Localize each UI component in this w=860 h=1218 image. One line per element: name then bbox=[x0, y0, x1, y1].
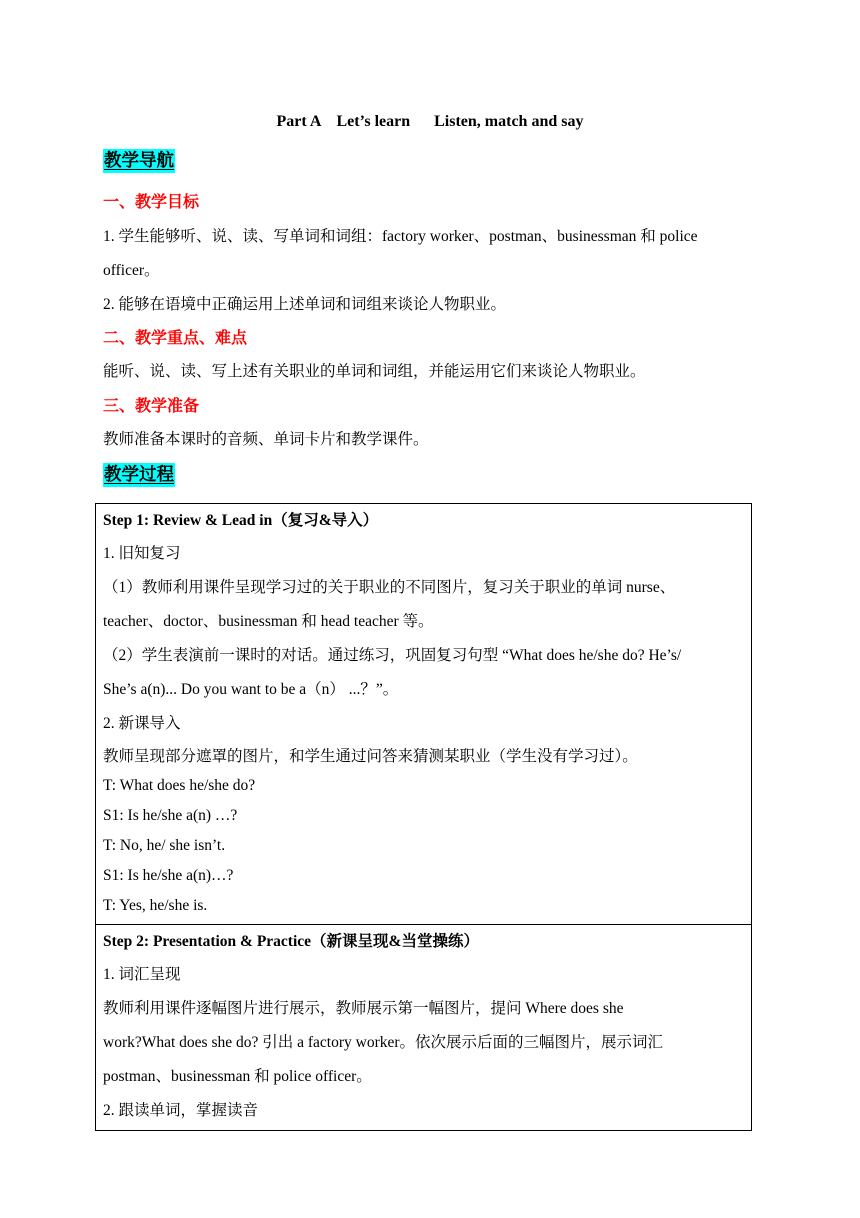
step1-line: T: No, he/ she isn’t. bbox=[103, 837, 226, 854]
step1-table-cell bbox=[95, 503, 752, 925]
step1-line: 2. 新课导入 bbox=[103, 715, 181, 732]
step2-line: postman、businessman 和 police officer。 bbox=[103, 1068, 372, 1085]
page-title: Part A Let’s learn Listen, match and say bbox=[276, 113, 584, 130]
key-points-text: 能听、说、读、写上述有关职业的单词和词组，并能运用它们来谈论人物职业。 bbox=[103, 363, 646, 380]
objective-1-line-b: officer。 bbox=[103, 262, 160, 279]
step2-table-cell bbox=[95, 924, 752, 1131]
step1-line: S1: Is he/she a(n)…? bbox=[103, 867, 234, 884]
step2-line: 2. 跟读单词，掌握读音 bbox=[103, 1102, 259, 1119]
step2-line: 教师利用课件逐幅图片进行展示，教师展示第一幅图片，提问 Where does she bbox=[103, 1000, 624, 1017]
preparation-heading: 三、教学准备 bbox=[103, 396, 200, 415]
step2-line: work?What does she do? 引出 a factory worker。依次展示后面的三幅图片，展示词汇 bbox=[103, 1034, 664, 1051]
step1-line: （2）学生表演前一课时的对话。通过练习，巩固复习句型 “What does he/she do? He’s/ bbox=[103, 647, 682, 664]
step1-line: T: What does he/she do? bbox=[103, 777, 256, 794]
teaching-process-heading: 教学过程 bbox=[104, 465, 174, 485]
step1-line: （1）教师利用课件呈现学习过的关于职业的不同图片，复习关于职业的单词 nurse、 bbox=[103, 579, 676, 596]
objective-1-line-a: 1. 学生能够听、说、读、写单词和词组：factory worker、postman、businessman 和 police bbox=[103, 228, 698, 245]
step1-line: T: Yes, he/she is. bbox=[103, 897, 208, 914]
preparation-text: 教师准备本课时的音频、单词卡片和教学课件。 bbox=[103, 431, 429, 448]
step2-line: 1. 词汇呈现 bbox=[103, 966, 181, 983]
step1-line: 1. 旧知复习 bbox=[103, 545, 181, 562]
step1-title: Step 1: Review & Lead in（复习&导入） bbox=[103, 512, 379, 529]
teaching-guide-heading: 教学导航 bbox=[104, 151, 174, 171]
step1-line: 教师呈现部分遮罩的图片，和学生通过问答来猜测某职业（学生没有学习过）。 bbox=[103, 748, 638, 765]
step1-line: teacher、doctor、businessman 和 head teacher 等。 bbox=[103, 613, 434, 630]
step2-title: Step 2: Presentation & Practice（新课呈现&当堂操练） bbox=[103, 933, 479, 950]
objective-2: 2. 能够在语境中正确运用上述单词和词组来谈论人物职业。 bbox=[103, 296, 507, 313]
step1-line: S1: Is he/she a(n) …? bbox=[103, 807, 238, 824]
objectives-heading: 一、教学目标 bbox=[103, 192, 200, 211]
step1-line: She’s a(n)... Do you want to be a（n） ...？”。 bbox=[103, 681, 399, 698]
key-points-heading: 二、教学重点、难点 bbox=[103, 328, 248, 347]
